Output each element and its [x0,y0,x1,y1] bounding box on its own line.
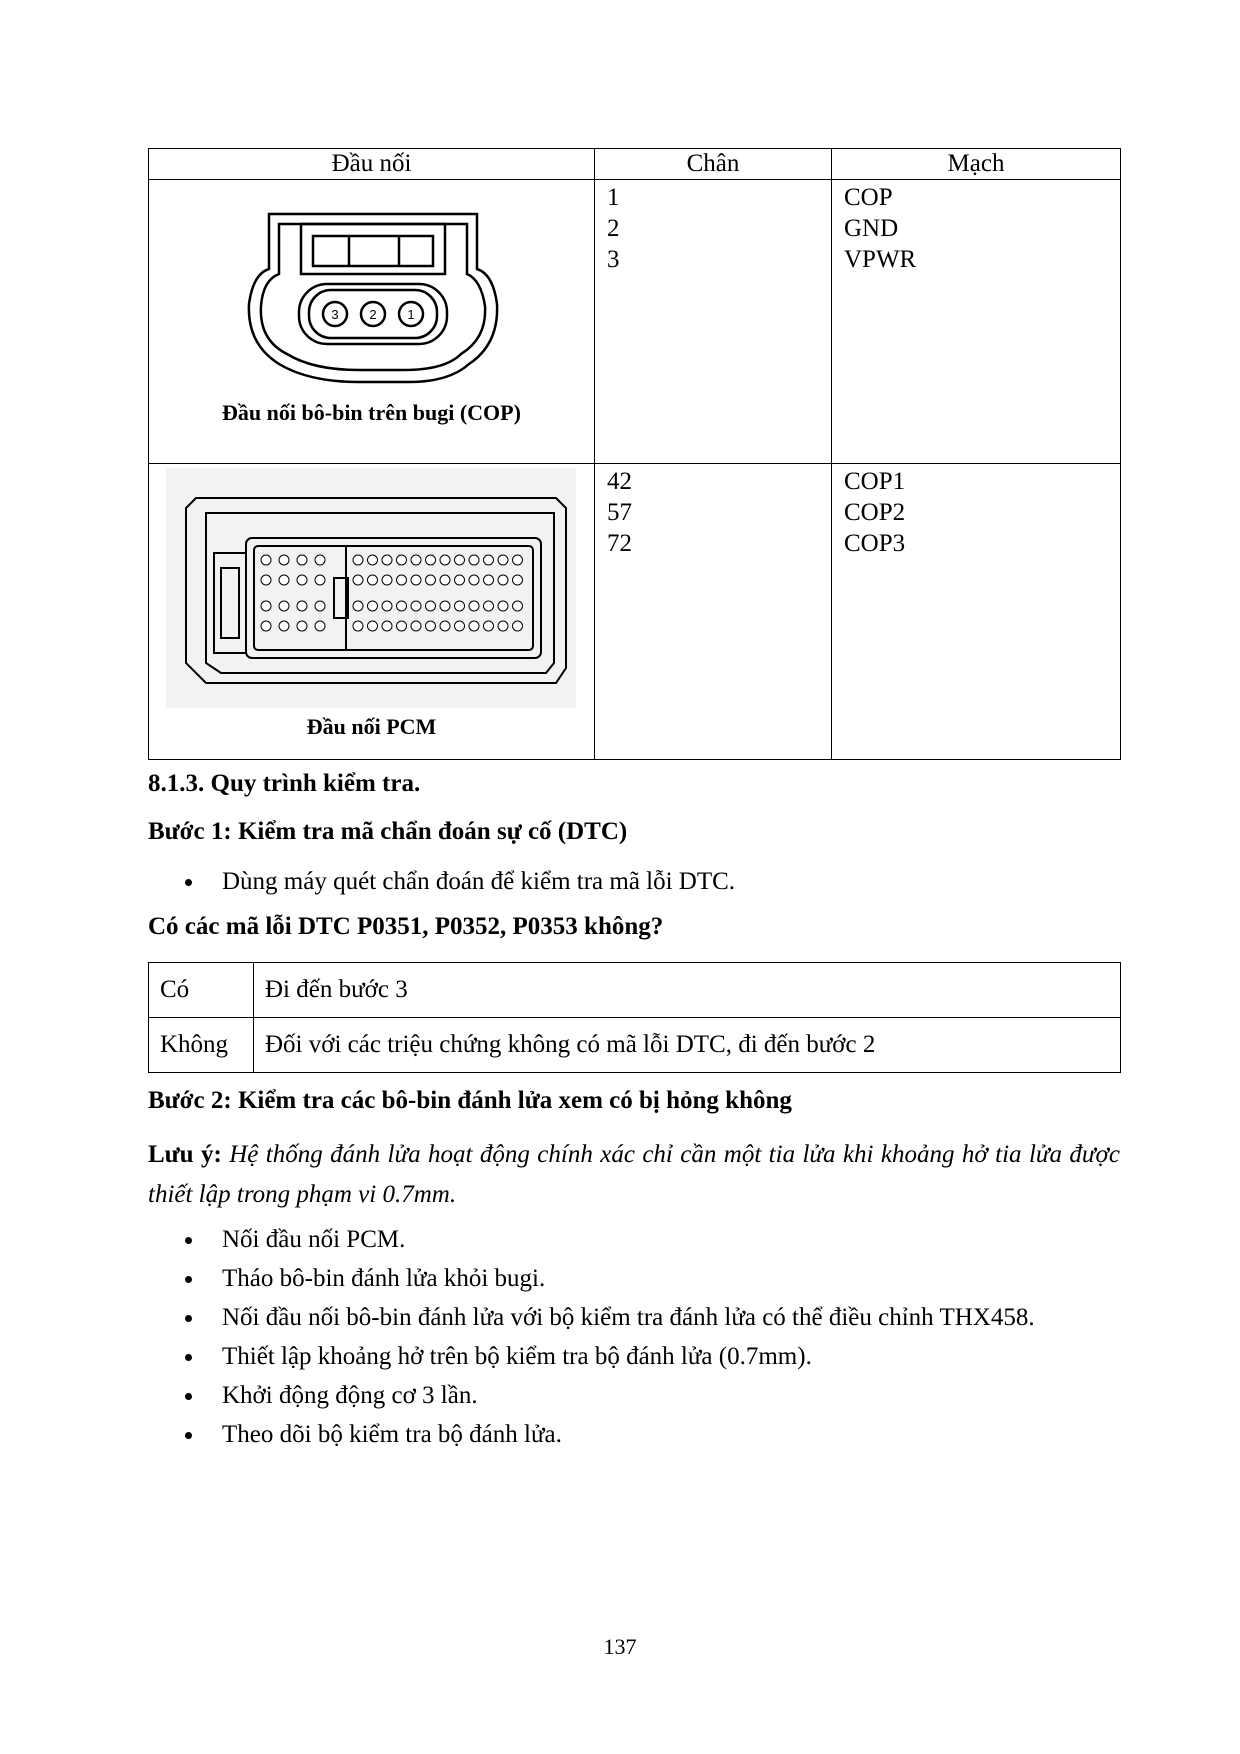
pcm-pin-icon [411,555,421,565]
pcm-pin-icon [469,555,479,565]
pcm-pin-icon [469,575,479,585]
pcm-pin-icon [469,621,479,631]
pcm-pin-icon [382,621,392,631]
bullet-dot [185,879,192,886]
bullet-text: Theo dõi bộ kiểm tra bộ đánh lửa. [222,1421,562,1448]
pcm-pin-icon [368,621,378,631]
connector-row-cop [149,180,1121,464]
circuit-value: VPWR [844,246,917,273]
pin-value: 3 [607,246,620,273]
pcm-pin-icon [382,601,392,611]
pcm-pin-icon [315,575,325,585]
pcm-pin-icon [279,555,289,565]
pcm-pin-icon [397,575,407,585]
cop-connector-caption: Đầu nối bô-bin trên bugi (COP) [222,400,521,425]
section-heading: 8.1.3. Quy trình kiểm tra. [148,770,421,797]
cop-circuits-cell [832,180,1121,464]
pcm-pin-icon [469,601,479,611]
bullet-text: Dùng máy quét chẩn đoán để kiểm tra mã lỗi DTC. [222,868,736,895]
pin-value: 1 [607,184,620,211]
cop-pin-label: 3 [331,307,339,322]
pcm-pin-icon [440,575,450,585]
circuit-value: COP3 [844,530,906,557]
pcm-pin-icon [513,555,523,565]
bullet-dot [185,1315,192,1322]
connector-table-header [149,149,1121,180]
bullet-text: Thiết lập khoảng hở trên bộ kiểm tra bộ đánh lửa (0.7mm). [222,1343,812,1370]
step2-heading: Bước 2: Kiểm tra các bô-bin đánh lửa xem có bị hỏng không [148,1087,792,1114]
pin-value: 2 [607,215,620,242]
pcm-pin-icon [297,575,307,585]
pcm-pin-icon [297,555,307,565]
pcm-pin-icon [498,575,508,585]
pcm-pin-icon [315,555,325,565]
answer-label: Không [149,1018,254,1073]
pcm-pin-icon [513,601,523,611]
pcm-pin-icon [498,621,508,631]
pcm-pin-icon [411,621,421,631]
pcm-pin-icon [261,555,271,565]
pcm-pin-icon [261,601,271,611]
answer-label: Có [149,963,254,1018]
bullet-dot [185,1237,192,1244]
answer-row [149,1018,1121,1073]
pcm-pin-icon [297,621,307,631]
bullet-dot [185,1354,192,1361]
circuit-value: COP1 [844,468,906,495]
pcm-pin-icon [440,621,450,631]
pcm-pin-icon [426,555,436,565]
pcm-pin-icon [368,601,378,611]
bullet-text: Nối đầu nối PCM. [222,1226,406,1253]
circuit-value: GND [844,215,899,242]
pcm-pin-icon [498,601,508,611]
answer-action: Đi đến bước 3 [254,963,1121,1018]
note-paragraph: Lưu ý: Hệ thống đánh lửa hoạt động chính xác chỉ cần một tia lửa khi khoảng hở tia lửa được thiết lập trong phạm vi 0.7mm. [148,1141,1120,1208]
bullet-text: Khởi động động cơ 3 lần. [222,1382,478,1409]
pcm-connector-caption: Đầu nối PCM [306,714,437,739]
answer-row [149,963,1121,1018]
pcm-pin-icon [279,601,289,611]
pcm-pin-icon [368,575,378,585]
circuit-value: COP [844,184,893,211]
connector-row-pcm [149,464,1121,760]
pcm-pin-icon [397,555,407,565]
pcm-pins-cell [595,464,832,760]
pcm-pin-icon [440,601,450,611]
circuit-value: COP2 [844,499,906,526]
pcm-circuits-cell [832,464,1121,760]
note-label: Lưu ý [148,1141,214,1168]
cop-connector-cell [149,180,595,464]
pcm-pin-icon [315,601,325,611]
pcm-pin-icon [261,621,271,631]
pcm-pin-icon [455,555,465,565]
bullet-text: Nối đầu nối bô-bin đánh lửa với bộ kiểm tra đánh lửa có thể điều chỉnh THX458. [222,1304,1035,1331]
pcm-pin-icon [426,621,436,631]
connector-table [148,148,1121,760]
pin-value: 57 [607,499,632,526]
header-connector: Đầu nối [149,149,595,180]
pcm-pin-icon [397,601,407,611]
bullet-dot [185,1432,192,1439]
pcm-pin-icon [513,621,523,631]
pcm-pin-icon [353,575,363,585]
pcm-pin-icon [368,555,378,565]
pcm-pin-icon [455,575,465,585]
pcm-pin-icon [426,601,436,611]
pcm-pin-icon [484,621,494,631]
step1-heading: Bước 1: Kiểm tra mã chẩn đoán sự cố (DTC) [148,818,628,845]
pcm-pin-icon [353,621,363,631]
pcm-pin-icon [440,555,450,565]
pcm-pin-icon [484,601,494,611]
bullet-dot [185,1393,192,1400]
pcm-pin-icon [279,621,289,631]
pcm-pin-icon [353,601,363,611]
pcm-pin-icon [484,575,494,585]
page-number: 137 [603,1634,637,1659]
pcm-pin-icon [397,621,407,631]
pcm-pin-icon [353,555,363,565]
cop-pin-label: 2 [369,307,377,322]
cop-pins-cell [595,180,832,464]
cop-connector-diagram [149,184,595,384]
pcm-pin-icon [297,601,307,611]
pin-value: 72 [607,530,632,557]
header-pin: Chân [595,149,832,180]
answer-table [148,962,1121,1073]
pcm-pin-icon [279,575,289,585]
step1-question: Có các mã lỗi DTC P0351, P0352, P0353 không? [148,913,664,940]
pcm-pin-icon [513,575,523,585]
pin-value: 42 [607,468,632,495]
pcm-pin-icon [261,575,271,585]
pcm-pin-icon [382,555,392,565]
pcm-pin-icon [382,575,392,585]
note-text: Hệ thống đánh lửa hoạt động chính xác chỉ cần một tia lửa khi khoảng hở tia lửa được thiết lập trong phạm vi 0.7mm. [148,1141,1120,1208]
pcm-pin-icon [484,555,494,565]
cop-pin-label: 1 [407,307,415,322]
header-circuit: Mạch [832,149,1121,180]
pcm-pin-icon [455,601,465,611]
pcm-connector-cell [149,464,595,760]
answer-action: Đối với các triệu chứng không có mã lỗi DTC, đi đến bước 2 [254,1018,1121,1073]
pcm-pin-icon [455,621,465,631]
bullet-dot [185,1276,192,1283]
pcm-pin-icon [315,621,325,631]
pcm-pin-icon [411,575,421,585]
pcm-pin-icon [498,555,508,565]
pcm-connector-diagram [166,468,576,708]
pcm-pin-icon [426,575,436,585]
pcm-pin-icon [411,601,421,611]
bullet-text: Tháo bô-bin đánh lửa khỏi bugi. [222,1265,546,1292]
